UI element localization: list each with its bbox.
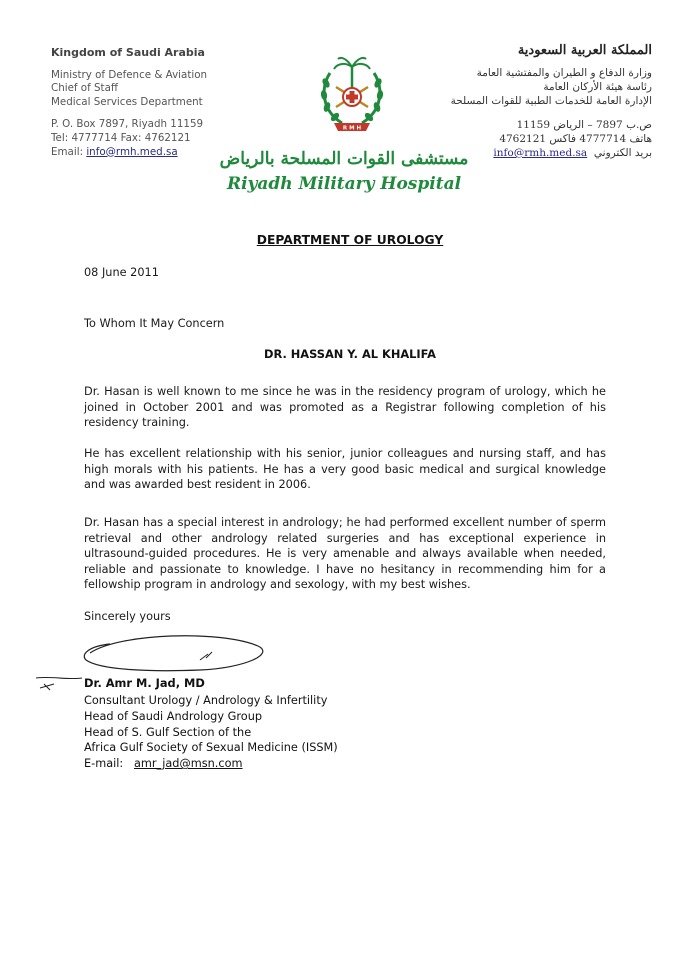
paragraph-3: Dr. Hasan has a special interest in andrology; he had performed excellent number of sperm retrieval and other andrology related surgeries and has exceptional experience in ultrasound-guided procedures. He is very amenable and always available when needed, reliable and passionate to knowledge. I have no hesitancy in recommending him for a fellowship program in andrology and sexology, with my best wishes. <box>84 516 606 592</box>
email-row-en <box>51 146 207 160</box>
chief-ar: رئاسة هيئة الأركان العامة <box>543 81 652 93</box>
email-label-en: Email: <box>51 145 87 158</box>
subject-name: DR. HASSAN Y. AL KHALIFA <box>264 347 436 361</box>
signatory-email-label: E-mail: <box>84 757 134 771</box>
ministry-ar: وزارة الدفاع و الطيران والمفتشية العامة <box>476 67 652 79</box>
chief-en: Chief of Staff <box>51 82 118 95</box>
country-en: Kingdom of Saudi Arabia <box>51 46 205 59</box>
email-label-ar: بريد الكتروني <box>593 147 652 159</box>
po-box-ar: ص.ب 7897 – الرياض 11159 <box>516 119 652 131</box>
paragraph-2: He has excellent relationship with his senior, junior colleagues and nursing staff, and has high morals with his patients. He has a very good basic medical and surgical knowledge and was awarded best resident in 2006. <box>84 447 606 492</box>
po-box-en: P. O. Box 7897, Riyadh 11159 <box>51 118 204 131</box>
closing: Sincerely yours <box>84 610 171 623</box>
signatory-title-3: Head of S. Gulf Section of the <box>84 725 252 739</box>
hospital-emblem-icon <box>316 53 388 133</box>
signatory-email-row <box>84 756 338 772</box>
svg-text:R M H: R M H <box>342 125 362 132</box>
department-en: Medical Services Department <box>51 95 203 108</box>
letter-date: 08 June 2011 <box>84 266 159 279</box>
email-link-ar[interactable]: info@rmh.med.sa <box>493 147 588 159</box>
department-ar: الإدارة العامة للخدمات الطبية للقوات المسلحة <box>450 95 652 107</box>
signatory-title-2: Head of Saudi Andrology Group <box>84 709 263 723</box>
hospital-name-en: Riyadh Military Hospital <box>226 174 462 194</box>
email-row-ar <box>451 146 652 160</box>
tel-fax-en: Tel: 4777714 Fax: 4762121 <box>51 131 191 144</box>
paragraph-1: Dr. Hasan is well known to me since he was in the residency program of urology, which he joined in October 2001 and was promoted as a Registrar following completion of his residency training. <box>84 385 606 430</box>
department-heading: DEPARTMENT OF UROLOGY <box>256 233 444 247</box>
country-ar: المملكة العربية السعودية <box>517 43 652 58</box>
ministry-en: Ministry of Defence & Aviation <box>51 68 208 81</box>
signatory-details <box>84 693 338 772</box>
letterhead-right <box>451 44 652 160</box>
email-link-en[interactable]: info@rmh.med.sa <box>86 145 178 158</box>
hospital-name-ar: مستشفى القوات المسلحة بالرياض <box>219 149 469 169</box>
signatory-name: Dr. Amr M. Jad, MD <box>84 676 205 690</box>
signatory-title-4: Africa Gulf Society of Sexual Medicine (ISSM) <box>84 741 338 755</box>
tel-fax-ar: هاتف 4777714 فاكس 4762121 <box>499 133 652 145</box>
signatory-email-link[interactable]: amr_jad@msn.com <box>134 757 243 771</box>
letterhead-left <box>51 46 207 159</box>
salutation: To Whom It May Concern <box>84 317 225 330</box>
signatory-title-1: Consultant Urology / Andrology & Infertility <box>84 694 328 707</box>
